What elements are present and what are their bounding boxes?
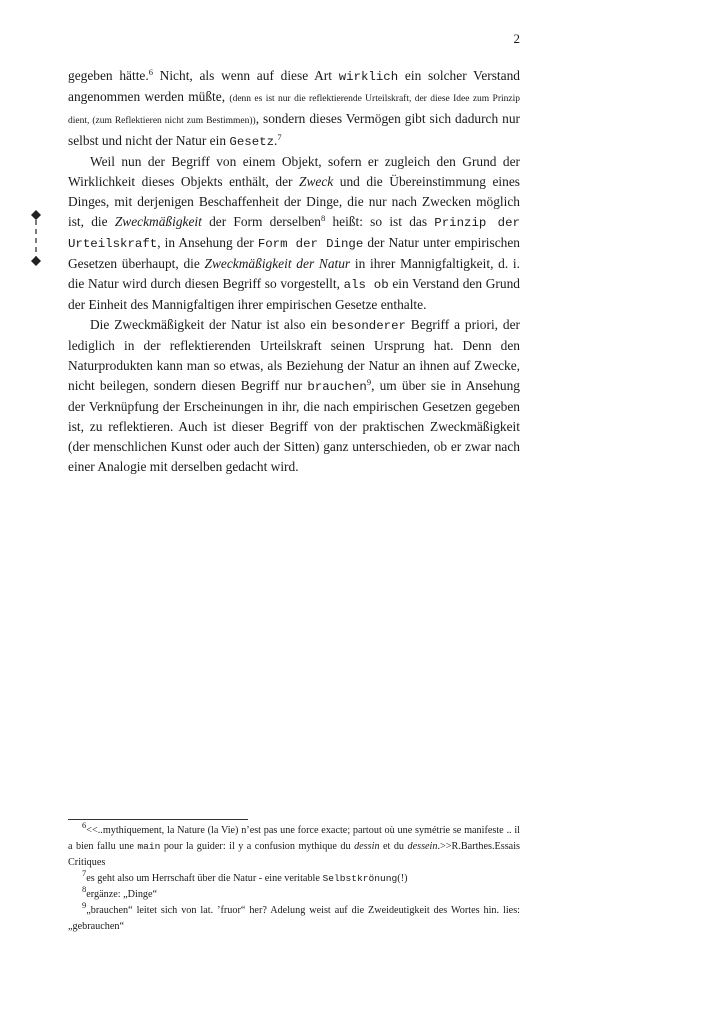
footnotes xyxy=(68,820,520,935)
paragraph-1: gegeben hätte.$^6$ Nicht, als wenn auf diese Art wirklich ein solcher Verstand angenommen werden müßte, (denn es ist nur die reflektierende Urteilskraft, der diese Idee zum Prinzip dient, (zum Reflektieren nicht zum Bestimmen)), sondern dieses Vermögen gibt sich dadurch nur selbst und nicht der Natur ein Gesetz.$^7$ xyxy=(68,67,520,149)
margin-bracket-icon xyxy=(30,210,42,270)
small-aside: (denn es ist nur die reflektierende Urteilskraft, der diese Idee zum Prinzip dient, (zum Reflektieren nicht zum Bestimmen)) xyxy=(68,94,520,126)
footnote-7: $^7$es geht also um Herrschaft über die Natur - eine veritable Selbstkrönung(!) xyxy=(82,868,408,884)
keyword-selbstkroenung: Selbstkrönung xyxy=(322,873,398,884)
footnote-ref-8[interactable]: 8 xyxy=(320,213,326,223)
emphasis-zweck: Zweck xyxy=(299,174,334,189)
footnote-8: $^8$ergänze: „Dinge“ xyxy=(82,884,158,900)
footnote-ref-7[interactable]: 7 xyxy=(277,132,282,142)
emphasis-zweckmaessigkeit-natur: Zweckmäßigkeit der Natur xyxy=(204,256,351,271)
footnote-ref-6[interactable]: 6 xyxy=(148,67,153,77)
keyword-als-ob: als ob xyxy=(343,278,389,292)
footnote-ref-9[interactable]: 9 xyxy=(366,377,372,387)
emphasis-zweckmaessigkeit: Zweckmäßigkeit xyxy=(114,214,202,229)
page-number: 2 xyxy=(513,31,520,46)
keyword-gesetz: Gesetz xyxy=(229,135,275,149)
keyword-main: main xyxy=(137,841,161,852)
footnote-9: $^9$„brauchen“ leitet sich von lat. ’fruor“ her? Adelung weist auf die Zweideutigkeit des Wortes hin. lies: „gebrauchen“ xyxy=(68,900,520,932)
footnote-6: $^6$<<..mythiquement, la Nature (la Vie) n’est pas une force exacte; partout où une symétrie se manifeste .. il a bien fallu une main pour la guider: il y a confusion mythique du dessin et du dessein.>>R.Barthes.Essais Critiques xyxy=(68,820,520,868)
keyword-brauchen: brauchen xyxy=(307,380,367,394)
keyword-besonderer: besonderer xyxy=(331,319,406,333)
keyword-wirklich: wirklich xyxy=(338,70,399,84)
keyword-prinzip: Prinzip der Urteilskraft xyxy=(68,216,520,251)
main-text xyxy=(68,66,520,477)
paragraph-2: Weil nun der Begriff von einem Objekt, sofern er zugleich den Grund der Wirklichkeit dieses Objekts enthält, der Zweck und die Übereinstimmung eines Dinges, mit derjenigen Beschaffenheit der Dinge, die nur nach Zwecken möglich ist, die Zweckmäßigkeit der Form derselben$^8$ heißt: so ist das Prinzip der Urteilskraft, in Ansehung der Form der Dinge der Natur unter empirischen Gesetzen überhaupt, die Zweckmäßigkeit der Natur in ihrer Mannigfaltigkeit, d. i. die Natur wird durch diesen Begriff so vorgestellt, als ob ein Verstand den Grund der Einheit des Mannigfaltigen ihrer empirischen Gesetze enthalte. xyxy=(68,154,521,312)
keyword-form-der-dinge: Form der Dinge xyxy=(257,237,364,251)
footnote-divider xyxy=(68,819,248,820)
paragraph-3: Die Zweckmäßigkeit der Natur ist also ein besonderer Begriff a priori, der lediglich in der reflektierenden Urteilskraft seinen Ursprung hat. Denn den Naturprodukten kann man so etwas, als Beziehung der Natur an ihnen auf Zwecke, nicht beilegen, sondern diesen Begriff nur brauchen$^9$, um über sie in Ansehung der Verknüpfung der Erscheinungen in ihr, die nach empirischen Gesetzen gegeben ist, zu reflektieren. Auch ist dieser Begriff von der praktischen Zweckmäßigkeit (der menschlichen Kunst oder auch der Sitten) ganz unterschieden, ob er zwar nach einer Analogie mit derselben gedacht wird. xyxy=(68,317,521,474)
